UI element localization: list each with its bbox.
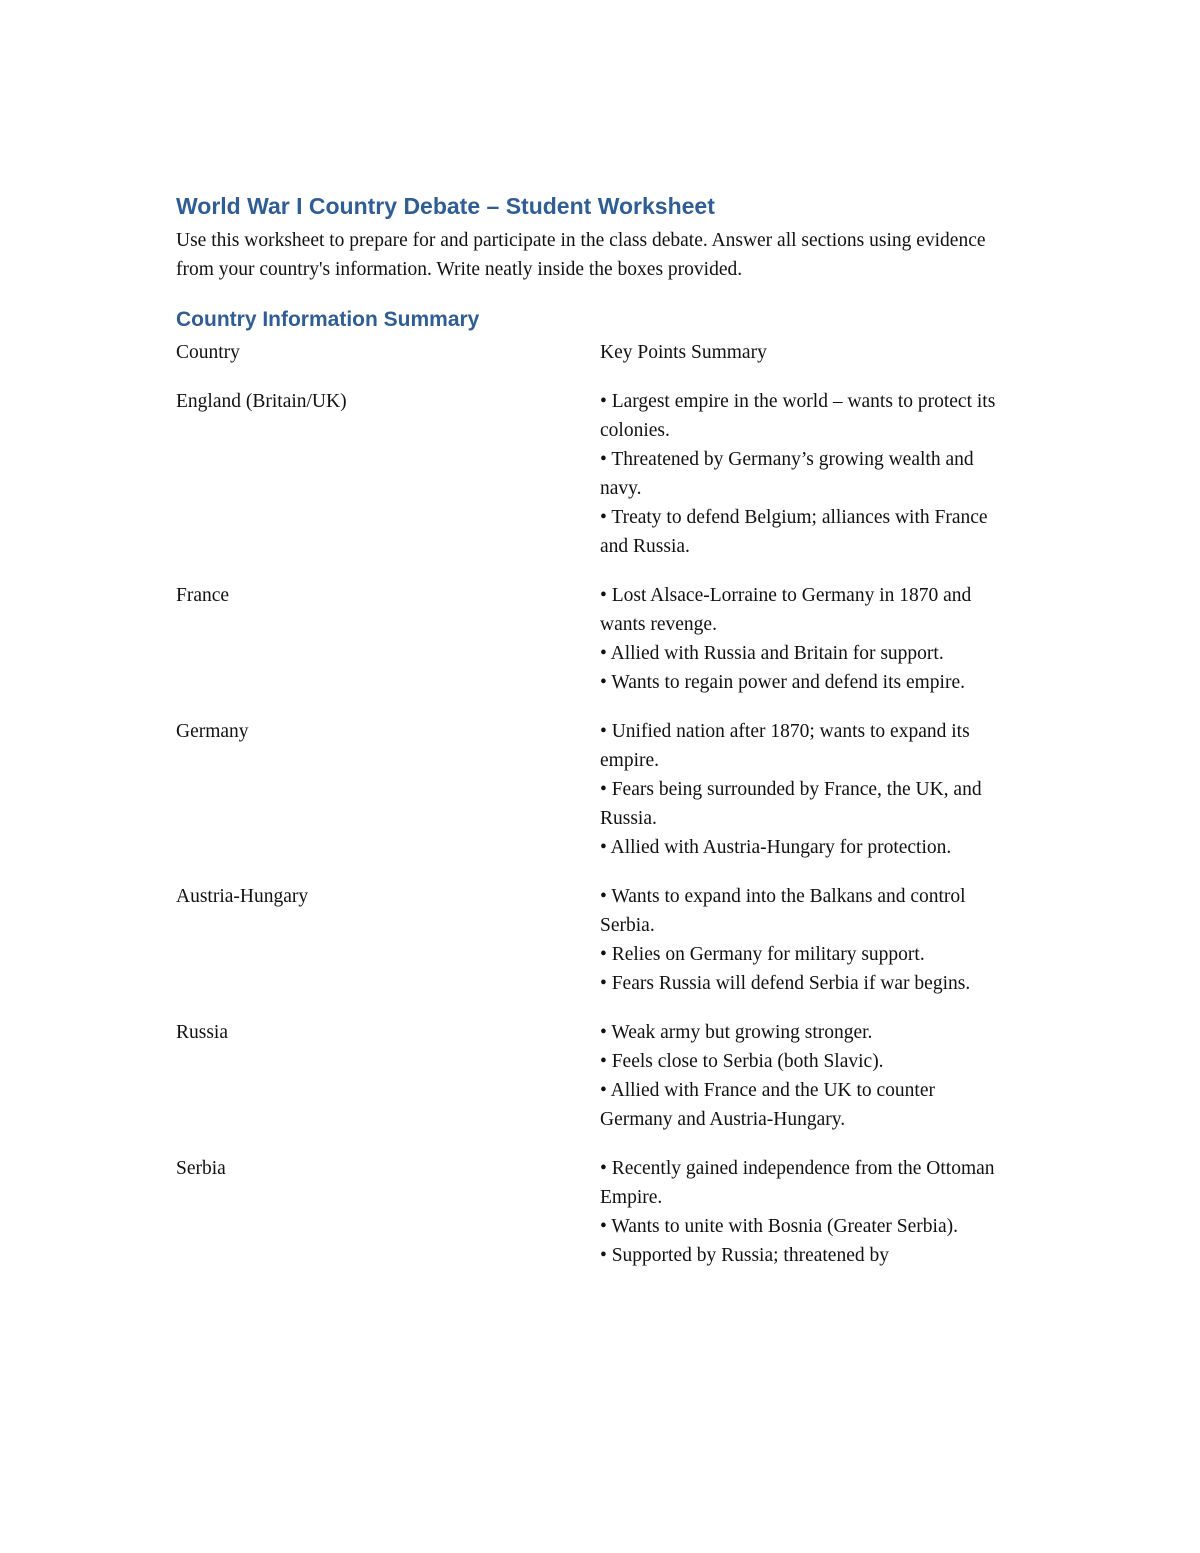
key-points-cell <box>600 882 1005 998</box>
key-point: • Feels close to Serbia (both Slavic). <box>600 1051 884 1072</box>
key-point: • Allied with Austria-Hungary for protection. <box>600 837 952 858</box>
country-summary-table <box>176 338 1016 1290</box>
key-point: • Lost Alsace-Lorraine to Germany in 1870 and wants revenge. <box>600 585 972 635</box>
country-name: Germany <box>176 721 249 742</box>
table-row <box>176 717 1016 862</box>
table-row <box>176 1154 1016 1270</box>
key-point: • Threatened by Germany’s growing wealth and navy. <box>600 449 974 499</box>
country-name: Austria-Hungary <box>176 886 309 907</box>
country-name: England (Britain/UK) <box>176 391 347 412</box>
column-header-country: Country <box>176 342 240 363</box>
key-point: • Recently gained independence from the Ottoman Empire. <box>600 1158 995 1208</box>
key-point: • Fears Russia will defend Serbia if war begins. <box>600 973 971 994</box>
key-point: • Weak army but growing stronger. <box>600 1022 873 1043</box>
section-heading: Country Information Summary <box>176 308 480 331</box>
table-header-row <box>176 338 1016 367</box>
key-point: • Wants to expand into the Balkans and control Serbia. <box>600 886 966 936</box>
key-points-cell <box>600 387 1005 561</box>
intro-paragraph: Use this worksheet to prepare for and participate in the class debate. Answer all sections using evidence from your country's information. Write neatly inside the boxes provided. <box>176 230 986 280</box>
table-row <box>176 387 1016 561</box>
country-name: Serbia <box>176 1158 226 1179</box>
key-point: • Allied with Russia and Britain for support. <box>600 643 944 664</box>
key-point: • Treaty to defend Belgium; alliances with France and Russia. <box>600 507 988 557</box>
country-name: Russia <box>176 1022 229 1043</box>
key-point: • Largest empire in the world – wants to protect its colonies. <box>600 391 996 441</box>
key-point: • Wants to regain power and defend its empire. <box>600 672 965 693</box>
key-point: • Fears being surrounded by France, the UK, and Russia. <box>600 779 982 829</box>
key-point: • Supported by Russia; threatened by <box>600 1245 889 1266</box>
key-point: • Unified nation after 1870; wants to expand its empire. <box>600 721 970 771</box>
key-points-cell <box>600 1154 1005 1270</box>
column-header-key-points: Key Points Summary <box>600 342 767 363</box>
key-points-cell <box>600 717 1005 862</box>
key-points-cell <box>600 1018 1005 1134</box>
key-point: • Wants to unite with Bosnia (Greater Serbia). <box>600 1216 958 1237</box>
table-row <box>176 581 1016 697</box>
country-name: France <box>176 585 230 606</box>
key-points-cell <box>600 581 1005 697</box>
table-row <box>176 1018 1016 1134</box>
key-point: • Relies on Germany for military support. <box>600 944 925 965</box>
table-row <box>176 882 1016 998</box>
key-point: • Allied with France and the UK to counter Germany and Austria-Hungary. <box>600 1080 935 1130</box>
document-title: World War I Country Debate – Student Worksheet <box>176 193 715 219</box>
